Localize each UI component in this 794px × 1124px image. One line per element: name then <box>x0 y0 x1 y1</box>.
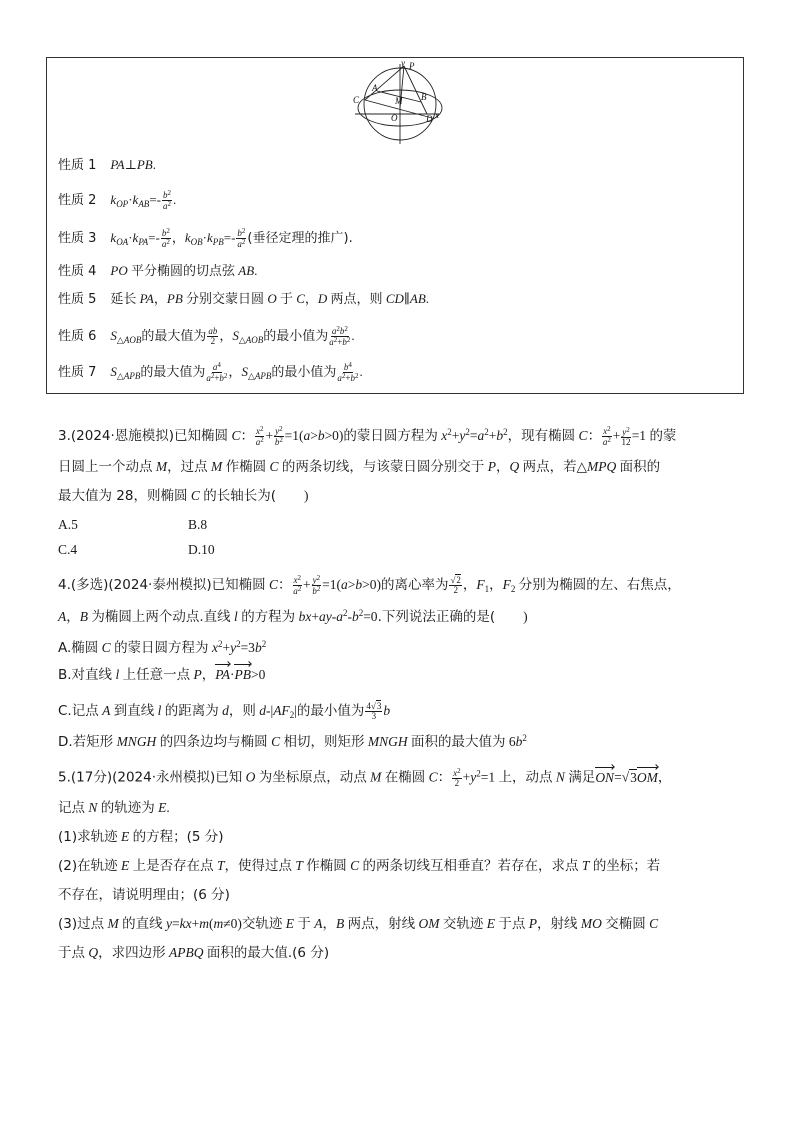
mongue-circle-figure <box>347 58 447 150</box>
q3-line-2: 日圆上一个动点 M，过点 M 作椭圆 C 的两条切线，与该蒙日圆分别交于 P，Q 两点，若△MPQ 面积的 <box>58 459 661 475</box>
label-p: P <box>409 61 415 71</box>
q3-option-c[interactable]: C.4 <box>58 542 78 557</box>
q5-part-2-line-1: (2)在轨迹 E 上是否存在点 T，使得过点 T 作椭圆 C 的两条切线互相垂直？若存在，求点 T 的坐标；若 <box>58 858 661 874</box>
q5-part-2-line-2: 不存在，请说明理由；(6 分) <box>58 887 230 903</box>
q5-part-3-line-1: (3)过点 M 的直线 y=kx+m(m≠0)交轨迹 E 于 A，B 两点，射线 OM 交轨迹 E 于点 P，射线 MO 交椭圆 C <box>58 916 659 932</box>
q5-part-3-line-2: 于点 Q，求四边形 APBQ 面积的最大值.(6 分) <box>58 945 330 961</box>
label-m: M <box>395 96 403 106</box>
q4-line-2: A，B 为椭圆上两个动点.直线 l 的方程为 $bx+ay-a^2-b^2=0$.下列说法正确的是( ) <box>58 608 528 625</box>
q3-line-3: 最大值为 28，则椭圆 C 的长轴长为( ) <box>58 488 309 504</box>
label-x: x <box>435 110 439 120</box>
property-6: 性质 6 $S_{\triangle AOB}$的最大值为 $\frac{ab}{2}$ ，$S_{\triangle AOB}$的最小值为 $\frac{a^2b^2}{a^2+b^2}$ . <box>58 325 355 348</box>
q5-part-1: (1)求轨迹 E 的方程；(5 分) <box>58 829 224 845</box>
property-4: 性质 4 PO 平分椭圆的切点弦 AB. <box>58 263 258 279</box>
property-7: 性质 7 $S_{\triangle APB}$的最大值为 $\frac{a^4}{a^2+b^2}$ ，$S_{\triangle APB}$的最小值为 $\frac{b^4}{a^2+b^2}$ . <box>58 361 363 384</box>
q3-option-a[interactable]: A.5 <box>58 517 78 532</box>
q4-line-1: 4.(多选)(2024·泰州模拟)已知椭圆 C： $\frac{x^2}{a^2}$ + $\frac{y^2}{b^2}$ =1(a>b>0)的离心率为 $\frac{√2}{2}$ ，$F_1$，$F_2$ 分别为椭圆的左、右焦点， <box>58 574 681 597</box>
q3-option-b[interactable]: B.8 <box>188 517 208 532</box>
property-2: 性质 2 $k_{OP}\cdot k_{AB}=-$ $\frac{b^2}{a^2}$ . <box>58 189 177 212</box>
label-b: B <box>421 92 427 102</box>
q3-line-1: 3.(2024·恩施模拟)已知椭圆 C： $\frac{x^2}{a^2}$ + $\frac{y^2}{b^2}$ =1(a>b>0)的蒙日圆方程为 $x^2+y^2=a^2+b^2$，现有椭圆 C： $\frac{x^2}{a^2}$ + $\frac{y^2}{12}$ =1 的蒙 <box>58 425 677 448</box>
q4-option-a[interactable]: A.椭圆 C 的蒙日圆方程为 $x^2+y^2=3b^2$ <box>58 639 267 656</box>
property-3: 性质 3 $k_{OA}\cdot k_{PA}=-$ $\frac{b^2}{a^2}$ ，$k_{OB}\cdot k_{PB}=-$ $\frac{b^2}{a^2}$ (垂径定理的推广). <box>58 227 353 250</box>
label-y: y <box>401 58 405 68</box>
q5-line-1: 5.(17分)(2024·永州模拟)已知 O 为坐标原点，动点 M 在椭圆 C： $\frac{x^2}{2}$ $+y^2=1$ 上，动点 N 满足ON=√3OM， <box>58 767 672 789</box>
label-o: O <box>391 113 398 123</box>
q3-option-d[interactable]: D.10 <box>188 542 215 557</box>
property-5: 性质 5 延长 PA，PB 分别交蒙日圆 O 于 C，D 两点，则 CD∥AB. <box>58 291 430 307</box>
property-1: 性质 1 PA⊥PB. <box>58 157 156 173</box>
label-d: D <box>426 114 433 124</box>
q4-option-c[interactable]: C.记点 A 到直线 l 的距离为 d，则 $d-|AF_2|$的最小值为 $\frac{4√3}{3}$ b <box>58 701 391 722</box>
q4-option-b[interactable]: B.对直线 l 上任意一点 P，PA·PB>0 <box>58 667 266 683</box>
label-c: C <box>353 95 360 105</box>
q4-option-d[interactable]: D.若矩形 MNGH 的四条边均与椭圆 C 相切，则矩形 MNGH 面积的最大值为 $6b^2$ <box>58 733 527 750</box>
label-a: A <box>372 83 378 93</box>
q5-line-2: 记点 N 的轨迹为 E. <box>58 800 170 816</box>
